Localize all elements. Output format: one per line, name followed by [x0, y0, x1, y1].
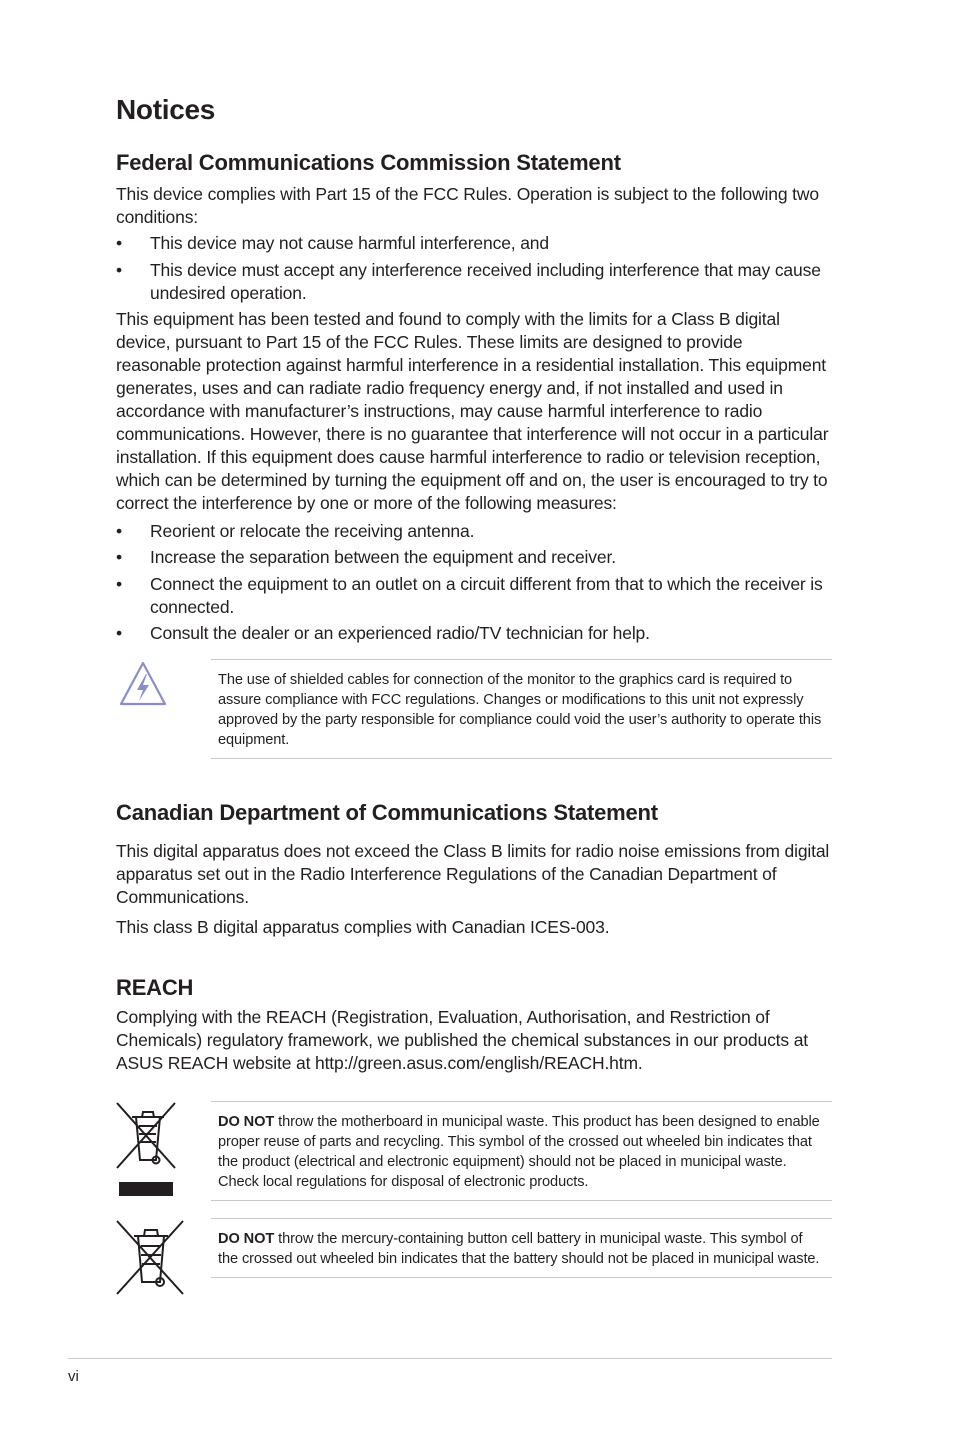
- reach-note-battery: [211, 1218, 832, 1278]
- bullet: •: [116, 547, 122, 567]
- fcc-heading: Federal Communications Commission Statement: [116, 150, 621, 175]
- footer-divider: [68, 1358, 832, 1359]
- reach-note-motherboard: [211, 1101, 832, 1201]
- list-item-text: Consult the dealer or an experienced radio/TV technician for help.: [150, 623, 650, 643]
- fcc-body: This equipment has been tested and found to comply with the limits for a Class B digital device, pursuant to Part 15 of the FCC Rules. These limits are designed to provide reasonable protection against harmful interference in a residential installation. This equipment generates, uses and can radiate radio frequency energy and, if not installed and used in accordance with manufacturer’s instructions, may cause harmful interference to radio communications. However, there is no guarantee that interference will not occur in a particular installation. If this equipment does cause harmful interference to radio or television reception, which can be determined by turning the equipment off and on, the user is encouraged to try to correct the interference by one or more of the following measures:: [116, 309, 829, 513]
- list-item-text: Increase the separation between the equipment and receiver.: [150, 547, 616, 567]
- bullet: •: [116, 260, 122, 280]
- list-item-text: Reorient or relocate the receiving antenna.: [150, 521, 475, 541]
- note-text: [211, 1102, 832, 1200]
- bullet: •: [116, 233, 122, 253]
- fcc-intro: This device complies with Part 15 of the FCC Rules. Operation is subject to the following two conditions:: [116, 184, 819, 227]
- canada-paragraph-2: This class B digital apparatus complies with Canadian ICES-003.: [116, 917, 610, 937]
- bullet: •: [116, 574, 122, 594]
- crossed-wheeled-bin-icon: [116, 1102, 176, 1198]
- list-item: [116, 573, 832, 619]
- warning-lightning-icon: [118, 660, 168, 708]
- note-body: throw the mercury-containing button cell battery in municipal waste. This symbol of the crossed out wheeled bin indicates that the battery should not be placed in municipal waste.: [218, 1231, 820, 1267]
- list-item-text: This device may not cause harmful interference, and: [150, 233, 549, 253]
- list-item: [116, 259, 832, 305]
- note-text: [211, 1219, 832, 1277]
- crossed-wheeled-bin-icon: [116, 1220, 184, 1296]
- reach-body: Complying with the REACH (Registration, Evaluation, Authorisation, and Restriction of Chemicals) regulatory framework, we published the chemical substances in our products at ASUS REACH website at http://green.asus.com/english/REACH.htm.: [116, 1007, 808, 1073]
- note-emphasis: DO NOT: [218, 1114, 275, 1130]
- note-emphasis: DO NOT: [218, 1231, 275, 1247]
- canada-heading: Canadian Department of Communications Statement: [116, 800, 658, 825]
- list-item: [116, 232, 832, 255]
- bullet: •: [116, 623, 122, 643]
- list-item-text: Connect the equipment to an outlet on a circuit different from that to which the receiver is connected.: [150, 574, 823, 617]
- list-item: [116, 546, 832, 569]
- list-item: [116, 520, 832, 543]
- reach-heading: REACH: [116, 975, 194, 1000]
- bullet: •: [116, 521, 122, 541]
- fcc-note: [211, 659, 832, 759]
- note-text: The use of shielded cables for connection of the monitor to the graphics card is required to assure compliance with FCC regulations. Changes or modifications to this unit not expressly approved by the party responsible for compliance could void the user’s authority to operate this equipment.: [218, 672, 822, 748]
- list-item-text: This device must accept any interference received including interference that may cause undesired operation.: [150, 260, 821, 303]
- note-body: throw the motherboard in municipal waste. This product has been designed to enable proper reuse of parts and recycling. This symbol of the crossed out wheeled bin indicates that the product (electrical and electronic equipment) should not be placed in municipal waste. Check local regulations for disposal of electronic products.: [218, 1114, 820, 1190]
- canada-paragraph-1: This digital apparatus does not exceed the Class B limits for radio noise emissions from digital apparatus set out in the Radio Interference Regulations of the Canadian Department of Communications.: [116, 841, 830, 907]
- list-item: [116, 622, 832, 645]
- page-number: vi: [68, 1368, 79, 1385]
- page-title: Notices: [116, 94, 216, 125]
